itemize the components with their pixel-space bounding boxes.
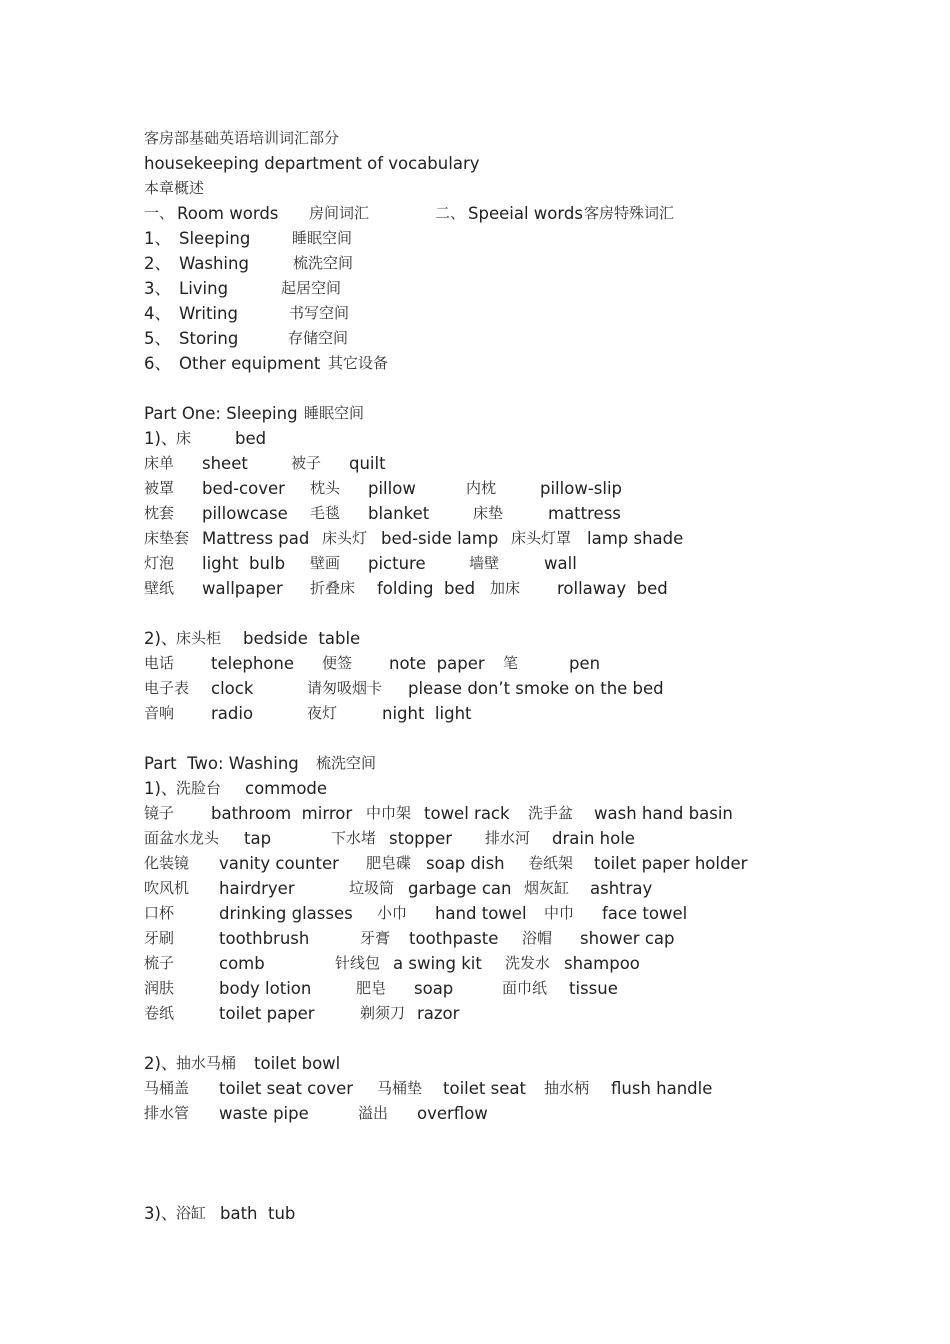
toc-item <box>144 251 904 276</box>
vocab-en: quilt <box>349 454 386 473</box>
vocab-en: vanity counter <box>219 854 339 873</box>
vocab-cn: 音响 <box>144 704 175 722</box>
vocab-cn: 被子 <box>291 454 322 472</box>
toc-cn: 书写空间 <box>289 304 350 322</box>
subsection-cn: 浴缸 <box>176 1204 207 1222</box>
vocab-cn: 请匆吸烟卡 <box>307 679 383 697</box>
vocab-cn: 马桶盖 <box>144 1079 190 1097</box>
vocab-row <box>144 451 904 476</box>
vocab-cn: 卷纸架 <box>528 854 574 872</box>
toc-cn: 梳洗空间 <box>293 254 354 272</box>
subsection-cn: 抽水马桶 <box>176 1054 237 1072</box>
vocab-en: drinking glasses <box>219 904 353 923</box>
vocab-en: telephone <box>211 654 294 673</box>
vocab-cn: 笔 <box>503 654 519 672</box>
vocab-en: shower cap <box>580 929 675 948</box>
toc-num: 2、 <box>144 254 171 273</box>
vocab-en: clock <box>211 679 254 698</box>
subsection-num: 2)、 <box>144 629 178 648</box>
vocab-en: soap <box>414 979 454 998</box>
vocab-cn: 牙刷 <box>144 929 175 947</box>
title-cn: 客房部基础英语培训词汇部分 <box>144 129 340 147</box>
intro-rw-cn: 房间词汇 <box>309 204 370 222</box>
vocab-row <box>144 951 904 976</box>
vocab-cn: 中巾 <box>544 904 575 922</box>
vocab-cn: 夜灯 <box>307 704 338 722</box>
vocab-cn: 电话 <box>144 654 175 672</box>
vocab-en: light bulb <box>202 554 286 573</box>
vocab-row <box>144 901 904 926</box>
vocab-en: sheet <box>202 454 248 473</box>
vocab-cn: 化装镜 <box>144 854 190 872</box>
vocab-row <box>144 551 904 576</box>
subsection-bath-tub <box>144 1201 904 1226</box>
vocab-cn: 墙壁 <box>469 554 500 572</box>
vocab-cn: 枕头 <box>310 479 341 497</box>
part-two-title-en: Part Two: Washing <box>144 754 299 773</box>
vocab-en: rollaway bed <box>557 579 668 598</box>
vocab-cn: 溢出 <box>358 1104 389 1122</box>
vocab-en: bathroom mirror <box>211 804 353 823</box>
vocab-cn: 马桶垫 <box>377 1079 423 1097</box>
toc-num: 1、 <box>144 229 171 248</box>
subsection-cn: 床 <box>176 429 192 447</box>
vocab-row <box>144 501 904 526</box>
vocab-cn: 排水河 <box>485 829 531 847</box>
intro-rw-en: Room words <box>177 204 279 223</box>
subsection-en: bed <box>235 429 267 448</box>
vocab-cn: 镜子 <box>144 804 175 822</box>
vocab-cn: 小巾 <box>377 904 408 922</box>
toc-en: Washing <box>179 254 249 273</box>
part-two-heading <box>144 751 904 776</box>
subsection-num: 1)、 <box>144 779 178 798</box>
vocab-cn: 壁画 <box>310 554 341 572</box>
vocab-row <box>144 476 904 501</box>
vocab-cn: 面盆水龙头 <box>144 829 220 847</box>
toc-num: 5、 <box>144 329 171 348</box>
vocab-row <box>144 526 904 551</box>
vocab-cn: 梳子 <box>144 954 175 972</box>
toc-cn: 其它设备 <box>328 354 389 372</box>
toc-item <box>144 351 904 376</box>
part-one-heading <box>144 401 904 426</box>
toc-en: Sleeping <box>179 229 251 248</box>
vocab-cn: 下水堵 <box>331 829 377 847</box>
vocab-cn: 便签 <box>322 654 353 672</box>
intro-rw-num: 一、 <box>144 204 175 222</box>
title-en-line <box>144 151 904 176</box>
vocab-row <box>144 926 904 951</box>
vocab-cn: 浴帽 <box>522 929 553 947</box>
vocab-en: razor <box>417 1004 460 1023</box>
vocab-cn: 床头灯罩 <box>511 529 572 547</box>
subsection-bedside-table <box>144 626 904 651</box>
vocab-en: pillow-slip <box>540 479 623 498</box>
vocab-en: soap dish <box>426 854 505 873</box>
vocab-en: face towel <box>602 904 688 923</box>
vocab-cn: 床垫套 <box>144 529 190 547</box>
spacer <box>144 601 904 626</box>
vocab-en: toothpaste <box>409 929 499 948</box>
vocab-cn: 毛毯 <box>310 504 341 522</box>
part-one-title-cn: 睡眠空间 <box>304 404 365 422</box>
vocab-en: comb <box>219 954 265 973</box>
toc-item <box>144 276 904 301</box>
vocab-en: a swing kit <box>393 954 482 973</box>
vocab-en: garbage can <box>408 879 512 898</box>
vocab-cn: 卷纸 <box>144 1004 175 1022</box>
vocab-cn: 针线包 <box>335 954 381 972</box>
subsection-cn: 洗脸台 <box>176 779 222 797</box>
vocab-en: drain hole <box>552 829 635 848</box>
spacer <box>144 1126 904 1201</box>
vocab-cn: 加床 <box>490 579 521 597</box>
vocab-en: shampoo <box>564 954 640 973</box>
subsection-toilet-bowl <box>144 1051 904 1076</box>
toc-item <box>144 226 904 251</box>
vocab-cn: 被罩 <box>144 479 175 497</box>
subsection-en: commode <box>245 779 328 798</box>
vocab-cn: 吹风机 <box>144 879 190 897</box>
subsection-num: 2)、 <box>144 1054 178 1073</box>
vocab-row <box>144 676 904 701</box>
spacer <box>144 376 904 401</box>
subsection-en: toilet bowl <box>254 1054 341 1073</box>
vocab-row <box>144 651 904 676</box>
part-two-title-cn: 梳洗空间 <box>316 754 377 772</box>
intro-sw-num: 二、 <box>435 204 466 222</box>
toc-item <box>144 326 904 351</box>
vocab-en: blanket <box>368 504 430 523</box>
vocab-row <box>144 701 904 726</box>
vocab-en: toilet paper <box>219 1004 315 1023</box>
vocab-cn: 面巾纸 <box>502 979 548 997</box>
toc-num: 6、 <box>144 354 171 373</box>
intro-sw-cn: 客房特殊词汇 <box>584 204 675 222</box>
vocab-en: hand towel <box>435 904 527 923</box>
vocab-cn: 内枕 <box>466 479 497 497</box>
vocab-row <box>144 1076 904 1101</box>
subsection-num: 1)、 <box>144 429 178 448</box>
vocab-row <box>144 976 904 1001</box>
vocab-cn: 口杯 <box>144 904 175 922</box>
vocab-en: bed-side lamp <box>381 529 499 548</box>
vocab-cn: 电子表 <box>144 679 190 697</box>
subsection-en: bedside table <box>243 629 361 648</box>
vocab-en: toothbrush <box>219 929 310 948</box>
vocab-cn: 灯泡 <box>144 554 175 572</box>
vocab-en: lamp shade <box>587 529 684 548</box>
subsection-num: 3)、 <box>144 1204 178 1223</box>
spacer <box>144 1026 904 1051</box>
vocab-cn: 折叠床 <box>310 579 356 597</box>
vocab-en: wallpaper <box>202 579 283 598</box>
subsection-commode <box>144 776 904 801</box>
vocab-cn: 烟灰缸 <box>524 879 570 897</box>
vocab-en: pen <box>569 654 601 673</box>
vocab-row <box>144 1001 904 1026</box>
toc-en: Living <box>179 279 229 298</box>
document-page <box>144 126 904 1226</box>
vocab-en: ashtray <box>590 879 653 898</box>
vocab-row <box>144 576 904 601</box>
vocab-en: flush handle <box>611 1079 713 1098</box>
vocab-row <box>144 851 904 876</box>
vocab-en: stopper <box>389 829 453 848</box>
vocab-cn: 床单 <box>144 454 175 472</box>
vocab-cn: 床垫 <box>473 504 504 522</box>
toc-item <box>144 301 904 326</box>
vocab-cn: 肥皂碟 <box>366 854 412 872</box>
vocab-en: radio <box>211 704 254 723</box>
vocab-en: body lotion <box>219 979 312 998</box>
vocab-cn: 抽水柄 <box>544 1079 590 1097</box>
toc-en: Writing <box>179 304 238 323</box>
overview-heading: 本章概述 <box>144 179 205 197</box>
vocab-en: waste pipe <box>219 1104 309 1123</box>
subsection-cn: 床头柜 <box>176 629 222 647</box>
subsection-en: bath tub <box>220 1204 296 1223</box>
vocab-cn: 壁纸 <box>144 579 175 597</box>
spacer <box>144 726 904 751</box>
vocab-cn: 牙膏 <box>360 929 391 947</box>
vocab-en: wash hand basin <box>594 804 733 823</box>
vocab-cn: 排水管 <box>144 1104 190 1122</box>
vocab-cn: 洗手盆 <box>528 804 574 822</box>
vocab-cn: 垃圾筒 <box>349 879 395 897</box>
vocab-cn: 剃须刀 <box>360 1004 406 1022</box>
vocab-en: toilet paper holder <box>594 854 748 873</box>
toc-en: Storing <box>179 329 239 348</box>
vocab-en: overflow <box>417 1104 488 1123</box>
vocab-en: toilet seat <box>443 1079 526 1098</box>
vocab-en: folding bed <box>377 579 476 598</box>
overview-line <box>144 176 904 201</box>
vocab-row <box>144 1101 904 1126</box>
vocab-row <box>144 876 904 901</box>
toc-cn: 睡眠空间 <box>292 229 353 247</box>
toc-num: 4、 <box>144 304 171 323</box>
vocab-en: night light <box>382 704 472 723</box>
subsection-bed <box>144 426 904 451</box>
vocab-en: wall <box>544 554 577 573</box>
title-en: housekeeping department of vocabulary <box>144 154 480 173</box>
vocab-row <box>144 801 904 826</box>
vocab-en: mattress <box>548 504 621 523</box>
vocab-en: bed-cover <box>202 479 285 498</box>
intro-line <box>144 201 904 226</box>
vocab-en: hairdryer <box>219 879 295 898</box>
part-one-title-en: Part One: Sleeping <box>144 404 298 423</box>
vocab-cn: 中巾架 <box>366 804 412 822</box>
vocab-en: picture <box>368 554 426 573</box>
toc-num: 3、 <box>144 279 171 298</box>
toc-cn: 起居空间 <box>281 279 342 297</box>
vocab-cn: 肥皂 <box>356 979 387 997</box>
vocab-cn: 床头灯 <box>322 529 368 547</box>
toc-en: Other equipment <box>179 354 321 373</box>
vocab-en: please don’t smoke on the bed <box>408 679 664 698</box>
vocab-en: pillowcase <box>202 504 288 523</box>
vocab-cn: 洗发水 <box>505 954 551 972</box>
vocab-en: Mattress pad <box>202 529 310 548</box>
vocab-en: tissue <box>569 979 618 998</box>
vocab-en: pillow <box>368 479 416 498</box>
vocab-en: tap <box>244 829 272 848</box>
vocab-en: toilet seat cover <box>219 1079 354 1098</box>
vocab-cn: 润肤 <box>144 979 175 997</box>
vocab-en: towel rack <box>424 804 510 823</box>
title-cn-line <box>144 126 904 151</box>
intro-sw-en: Speeial words <box>468 204 583 223</box>
vocab-en: note paper <box>389 654 485 673</box>
vocab-cn: 枕套 <box>144 504 175 522</box>
toc-cn: 存储空间 <box>288 329 349 347</box>
vocab-row <box>144 826 904 851</box>
